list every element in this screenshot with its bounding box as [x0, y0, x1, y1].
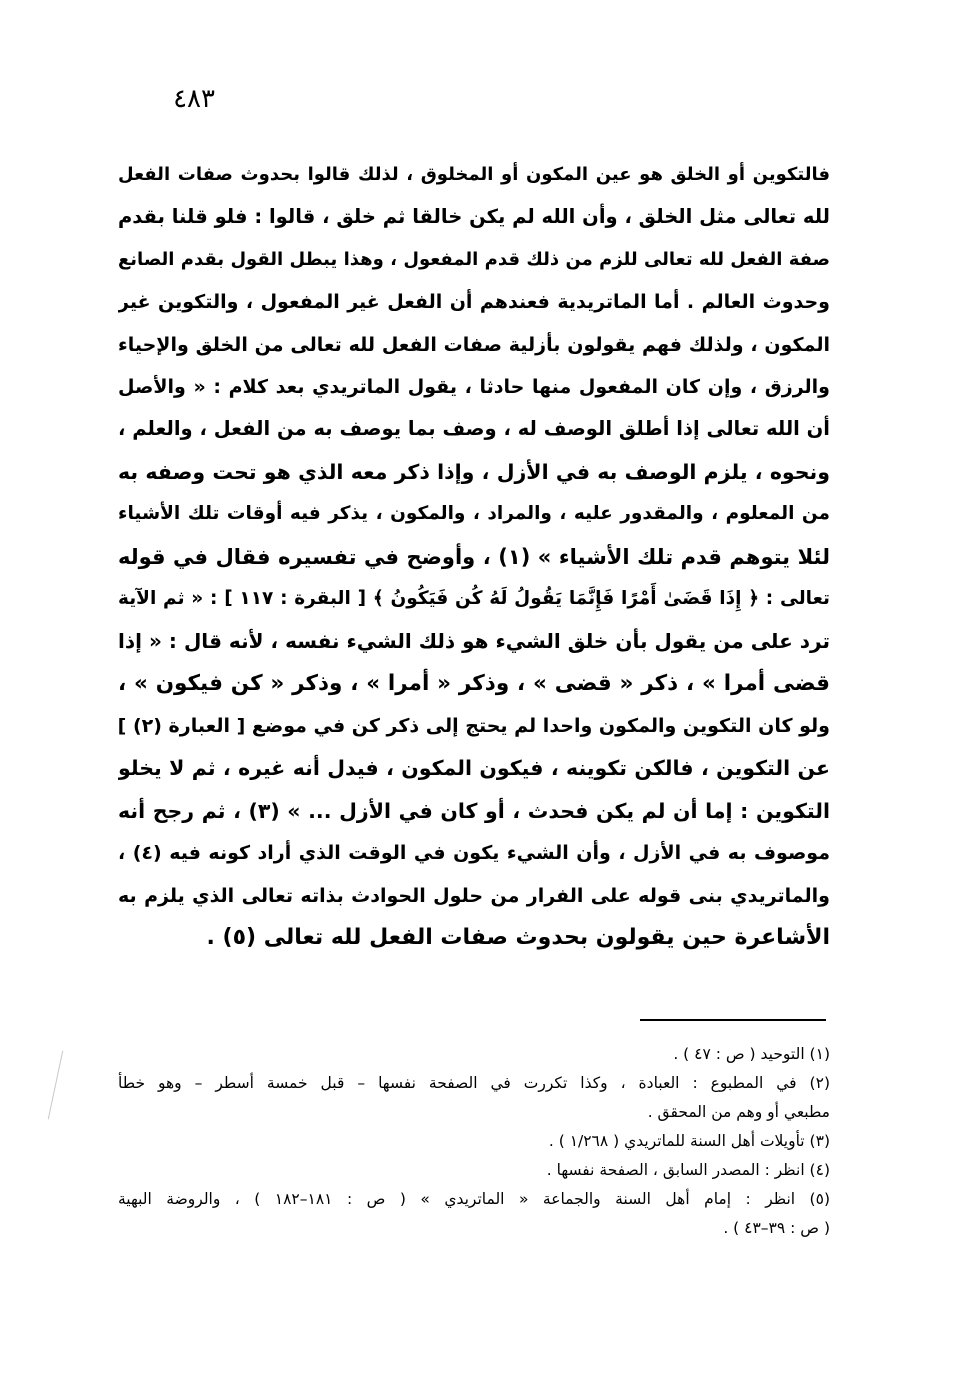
- text-line: موصوف به في الأزل ، وأن الشيء يكون في الوقت الذي أراد كونه فيه (٤) ،: [118, 842, 830, 865]
- footnote-separator: [640, 1019, 826, 1021]
- footnote-1: (١) التوحيد ( ص : ٤٧ ) .: [673, 1045, 830, 1063]
- text-line: ونحوه ، يلزم الوصف به في الأزل ، وإذا ذكر معه الذي هو تحت وصفه به: [118, 459, 830, 484]
- footnote-5-continuation: ( ص : ٣٩–٤٣ ) .: [723, 1219, 830, 1237]
- text-line: التكوين : إما أن لم يكن فحدث ، أو كان في الأزل ... » (٣) ، ثم رجح أنه: [118, 798, 830, 823]
- main-text: [118, 154, 830, 959]
- text-line: تعالى : ﴿ إِذَا قَضَىٰ أَمْرًا فَإِنَّمَا يَقُولُ لَهُ كُن فَيَكُونُ ﴾ [ البقرة : ١١٧ ] : « ثم الآية: [118, 587, 830, 609]
- text-line: والرزق ، وإن كان المفعول منها حادثا ، يقول الماتريدي بعد كلام : « والأصل: [118, 375, 830, 398]
- text-line: ترد على من يقول بأن خلق الشيء هو ذلك الشيء نفسه ، لأنه قال : « إذا: [118, 629, 830, 654]
- page-number: ٤٨٣: [173, 84, 215, 114]
- footnote-3: (٣) تأويلات أهل السنة للماتريدي ( ١/٢٦٨ ) .: [548, 1132, 830, 1150]
- footnote-4: (٤) انظر : المصدر السابق ، الصفحة نفسها .: [546, 1161, 830, 1179]
- text-line: الأشاعرة حين يقولون بحدوث صفات الفعل لله تعالى (٥) .: [206, 925, 830, 951]
- text-line: المكون ، ولذلك فهم يقولون بأزلية صفات الفعل لله تعالى من الخلق والإحياء: [118, 333, 830, 356]
- text-line: لئلا يتوهم قدم تلك الأشياء » (١) ، وأوضح في تفسيره فقال في قوله: [118, 544, 830, 569]
- text-line: قضى أمرا » ، ذكر « قضى » ، وذكر « أمرا » ، وذكر « كن فيكون » ،: [118, 670, 830, 696]
- text-line: وحدوث العالم . أما الماتريدية فعندهم أن الفعل غير المفعول ، والتكوين غير: [118, 291, 830, 314]
- text-line: ولو كان التكوين والمكون واحدا لم يحتج إلى ذكر كن في موضع [ العبارة (٢) ]: [118, 715, 830, 738]
- text-line: صفة الفعل لله تعالى للزم من ذلك قدم المفعول ، وهذا يبطل القول بقدم الصانع: [118, 248, 830, 270]
- text-line: لله تعالى مثل الخلق ، وأن الله لم يكن خالقا ثم خلق ، قالوا : فلو قلنا بقدم: [118, 205, 830, 229]
- footnotes: [118, 1040, 830, 1243]
- footnote-2: (٢) في المطبوع : العبادة ، وكذا تكررت في الصفحة نفسها – قبل خمسة أسطر – وهو خطأ: [118, 1074, 830, 1092]
- margin-scan-mark: [48, 1051, 64, 1120]
- text-line: فالتكوين أو الخلق هو عين المكون أو المخلوق ، لذلك قالوا بحدوث صفات الفعل: [118, 164, 830, 185]
- footnote-5: (٥) انظر : إمام أهل السنة والجماعة « الماتريدي » ( ص : ١٨١–١٨٢ ) ، والروضة البهية: [118, 1190, 830, 1208]
- text-line: والماتريدي بنى قوله على الفرار من حلول الحوادث بذاته تعالى الذي يلزم به: [118, 884, 830, 907]
- footnote-2-continuation: مطبعي أو وهم من المحقق .: [647, 1103, 830, 1121]
- text-line: من المعلوم ، والمقدور عليه ، والمراد ، والمكون ، يذكر فيه أوقات تلك الأشياء: [118, 503, 830, 525]
- text-line: عن التكوين ، فالكن تكوينه ، فيكون المكون ، فيدل أنه غيره ، ثم لا يخلو: [118, 756, 830, 781]
- text-line: أن الله تعالى إذا أطلق الوصف له ، وصف بما يوصف به من الفعل ، والعلم ،: [118, 417, 830, 441]
